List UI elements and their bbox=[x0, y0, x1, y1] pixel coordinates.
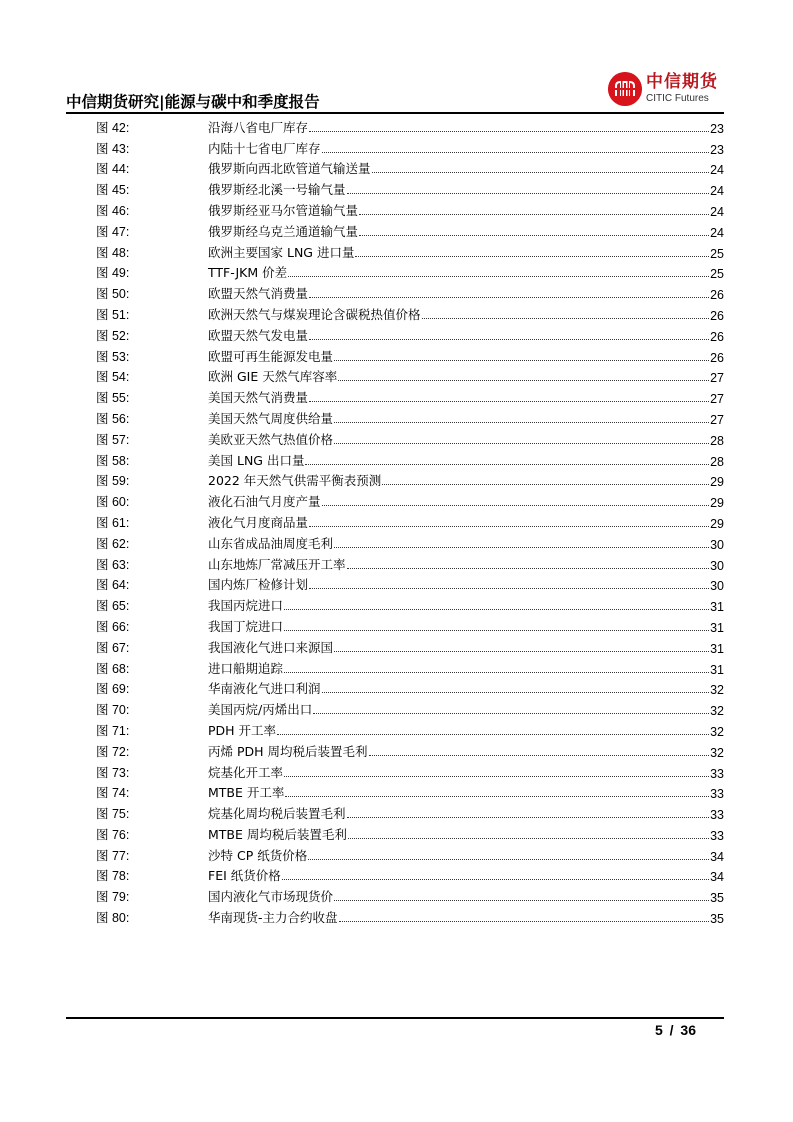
figure-title-link[interactable]: MTBE 开工率 bbox=[208, 785, 285, 801]
figure-number: 图 73: bbox=[96, 765, 130, 780]
toc-entry[interactable] bbox=[96, 552, 724, 573]
dot-leader bbox=[334, 421, 709, 423]
dot-leader bbox=[355, 255, 709, 257]
figure-title-link[interactable]: 烷基化周均税后装置毛利 bbox=[208, 806, 346, 822]
logo-english-text: CITIC Futures bbox=[646, 93, 709, 104]
dot-leader bbox=[277, 733, 709, 735]
dot-leader bbox=[372, 171, 710, 173]
toc-entry[interactable] bbox=[96, 739, 724, 760]
dot-leader bbox=[284, 671, 709, 673]
page-number-link[interactable]: 35 bbox=[710, 912, 724, 927]
page-number-link[interactable]: 24 bbox=[710, 163, 724, 178]
toc-entry[interactable] bbox=[96, 198, 724, 219]
toc-entry[interactable] bbox=[96, 261, 724, 282]
toc-entry[interactable] bbox=[96, 323, 724, 344]
figure-title-link[interactable]: 俄罗斯向西北欧管道气输送量 bbox=[208, 161, 371, 177]
figure-title-link[interactable]: 欧盟天然气发电量 bbox=[208, 327, 309, 343]
page-number-link[interactable]: 31 bbox=[710, 641, 724, 656]
header-divider bbox=[66, 112, 724, 114]
page-number-link[interactable]: 28 bbox=[710, 454, 724, 469]
figure-title-link[interactable]: FEI 纸货价格 bbox=[208, 868, 281, 884]
toc-entry[interactable] bbox=[96, 219, 724, 240]
figure-title-link[interactable]: 内陆十七省电厂库存 bbox=[208, 140, 321, 156]
page-number-link[interactable]: 32 bbox=[710, 683, 724, 698]
page-number-link[interactable]: 23 bbox=[710, 121, 724, 136]
dot-leader bbox=[305, 463, 709, 465]
page-number-link[interactable]: 25 bbox=[710, 267, 724, 282]
toc-entry[interactable] bbox=[96, 240, 724, 261]
dot-leader bbox=[334, 899, 709, 901]
dot-leader bbox=[284, 629, 709, 631]
logo-chinese-text: 中信期货 bbox=[646, 72, 718, 92]
toc-entry[interactable] bbox=[96, 697, 724, 718]
figure-title-link[interactable]: MTBE 周均税后装置毛利 bbox=[208, 826, 347, 842]
figure-title-link[interactable]: 美国天然气消费量 bbox=[208, 390, 309, 406]
toc-entry[interactable] bbox=[96, 801, 724, 822]
figure-number: 图 55: bbox=[96, 391, 130, 406]
figure-number: 图 50: bbox=[96, 287, 130, 302]
dot-leader bbox=[334, 546, 709, 548]
figure-number: 图 70: bbox=[96, 703, 130, 718]
dot-leader bbox=[282, 878, 709, 880]
page-number-link[interactable]: 34 bbox=[710, 870, 724, 885]
figure-title-link[interactable]: 欧盟天然气消费量 bbox=[208, 286, 309, 302]
toc-entry[interactable] bbox=[96, 656, 724, 677]
figure-title-link[interactable]: 俄罗斯经北溪一号输气量 bbox=[208, 182, 346, 198]
toc-entry[interactable] bbox=[96, 406, 724, 427]
figure-title-link[interactable]: TTF-JKM 价差 bbox=[208, 265, 288, 281]
figure-number: 图 61: bbox=[96, 515, 130, 530]
page-number-link[interactable]: 24 bbox=[710, 225, 724, 240]
toc-entry[interactable] bbox=[96, 593, 724, 614]
page-number-link[interactable]: 29 bbox=[710, 516, 724, 531]
page-number-link[interactable]: 31 bbox=[710, 600, 724, 615]
page-number-link[interactable]: 27 bbox=[710, 412, 724, 427]
figure-title-link[interactable]: 国内液化气市场现货价 bbox=[208, 889, 334, 905]
dot-leader bbox=[309, 338, 709, 340]
citic-futures-logo bbox=[608, 72, 718, 106]
figure-number: 图 54: bbox=[96, 370, 130, 385]
page-number-link[interactable]: 27 bbox=[710, 371, 724, 386]
toc-entry[interactable] bbox=[96, 302, 724, 323]
figure-number: 图 80: bbox=[96, 911, 130, 926]
dot-leader bbox=[334, 650, 709, 652]
toc-entry[interactable] bbox=[96, 427, 724, 448]
page-number-link[interactable]: 26 bbox=[710, 329, 724, 344]
toc-entry[interactable] bbox=[96, 635, 724, 656]
figure-title-link[interactable]: 烷基化开工率 bbox=[208, 764, 284, 780]
dot-leader bbox=[313, 712, 709, 714]
figure-number: 图 45: bbox=[96, 183, 130, 198]
figure-number: 图 62: bbox=[96, 536, 130, 551]
figure-number: 图 57: bbox=[96, 432, 130, 447]
dot-leader bbox=[285, 795, 709, 797]
page-number-link[interactable]: 24 bbox=[710, 184, 724, 199]
toc-entry[interactable] bbox=[96, 781, 724, 802]
figure-number: 图 58: bbox=[96, 453, 130, 468]
dot-leader bbox=[322, 691, 710, 693]
figure-table-of-contents bbox=[96, 115, 724, 926]
dot-leader bbox=[347, 567, 710, 569]
figure-number: 图 78: bbox=[96, 869, 130, 884]
page-number-link[interactable]: 33 bbox=[710, 828, 724, 843]
report-title: 中信期货研究|能源与碳中和季度报告 bbox=[66, 93, 320, 111]
toc-entry[interactable] bbox=[96, 531, 724, 552]
page-number-link[interactable]: 28 bbox=[710, 433, 724, 448]
dot-leader bbox=[338, 379, 709, 381]
figure-title-link[interactable]: PDH 开工率 bbox=[208, 722, 277, 738]
figure-title-link[interactable]: 进口船期追踪 bbox=[208, 660, 284, 676]
dot-leader bbox=[288, 275, 709, 277]
figure-title-link[interactable]: 2022 年天然气供需平衡表预测 bbox=[208, 473, 382, 489]
page-number-link[interactable]: 33 bbox=[710, 808, 724, 823]
figure-title-link[interactable]: 沿海八省电厂库存 bbox=[208, 119, 309, 135]
figure-title-link[interactable]: 我国丙烷进口 bbox=[208, 598, 284, 614]
toc-entry[interactable] bbox=[96, 864, 724, 885]
figure-title-link[interactable]: 沙特 CP 纸货价格 bbox=[208, 847, 308, 863]
page-number-link[interactable]: 29 bbox=[710, 475, 724, 490]
figure-number: 图 72: bbox=[96, 744, 130, 759]
toc-entry[interactable] bbox=[96, 157, 724, 178]
toc-entry[interactable] bbox=[96, 469, 724, 490]
figure-title-link[interactable]: 丙烯 PDH 周均税后装置毛利 bbox=[208, 743, 368, 759]
figure-title-link[interactable]: 液化气月度商品量 bbox=[208, 514, 309, 530]
figure-number: 图 49: bbox=[96, 266, 130, 281]
toc-entry[interactable] bbox=[96, 718, 724, 739]
toc-entry[interactable] bbox=[96, 760, 724, 781]
dot-leader bbox=[309, 130, 709, 132]
figure-number: 图 51: bbox=[96, 307, 130, 322]
page-number-link[interactable]: 35 bbox=[710, 891, 724, 906]
citic-logo-icon bbox=[608, 72, 642, 106]
page-number-link[interactable]: 30 bbox=[710, 537, 724, 552]
toc-entry[interactable] bbox=[96, 843, 724, 864]
page-number-link[interactable]: 32 bbox=[710, 704, 724, 719]
figure-number: 图 47: bbox=[96, 224, 130, 239]
figure-number: 图 46: bbox=[96, 203, 130, 218]
figure-number: 图 66: bbox=[96, 619, 130, 634]
dot-leader bbox=[359, 213, 709, 215]
figure-title-link[interactable]: 俄罗斯经乌克兰通道输气量 bbox=[208, 223, 359, 239]
figure-title-link[interactable]: 欧盟可再生能源发电量 bbox=[208, 348, 334, 364]
toc-entry[interactable] bbox=[96, 281, 724, 302]
dot-leader bbox=[382, 483, 709, 485]
page-number-link[interactable]: 26 bbox=[710, 308, 724, 323]
page-number-link[interactable]: 24 bbox=[710, 204, 724, 219]
dot-leader bbox=[309, 525, 709, 527]
toc-entry[interactable] bbox=[96, 448, 724, 469]
figure-number: 图 60: bbox=[96, 495, 130, 510]
page-indicator: 5 / 36 bbox=[654, 1022, 696, 1038]
toc-entry[interactable] bbox=[96, 177, 724, 198]
page-number-link[interactable]: 31 bbox=[710, 620, 724, 635]
figure-number: 图 43: bbox=[96, 141, 130, 156]
page-number-link[interactable]: 34 bbox=[710, 849, 724, 864]
page-number-link[interactable]: 26 bbox=[710, 288, 724, 303]
page-number-link[interactable]: 26 bbox=[710, 350, 724, 365]
figure-number: 图 53: bbox=[96, 349, 130, 364]
figure-number: 图 76: bbox=[96, 827, 130, 842]
page-number-link[interactable]: 30 bbox=[710, 558, 724, 573]
figure-number: 图 79: bbox=[96, 890, 130, 905]
figure-title-link[interactable]: 液化石油气月度产量 bbox=[208, 494, 321, 510]
page-number-link[interactable]: 27 bbox=[710, 392, 724, 407]
figure-number: 图 69: bbox=[96, 682, 130, 697]
toc-entry[interactable] bbox=[96, 365, 724, 386]
page-number-link[interactable]: 33 bbox=[710, 787, 724, 802]
dot-leader bbox=[347, 192, 710, 194]
figure-number: 图 75: bbox=[96, 807, 130, 822]
dot-leader bbox=[284, 608, 709, 610]
figure-title-link[interactable]: 美国天然气周度供给量 bbox=[208, 410, 334, 426]
toc-entry[interactable] bbox=[96, 677, 724, 698]
toc-entry[interactable] bbox=[96, 115, 724, 136]
page-number-link[interactable]: 33 bbox=[710, 766, 724, 781]
toc-entry[interactable] bbox=[96, 905, 724, 926]
toc-entry[interactable] bbox=[96, 489, 724, 510]
toc-entry[interactable] bbox=[96, 614, 724, 635]
figure-number: 图 65: bbox=[96, 599, 130, 614]
figure-title-link[interactable]: 欧洲天然气与煤炭理论含碳税热值价格 bbox=[208, 306, 421, 322]
figure-title-link[interactable]: 山东省成品油周度毛利 bbox=[208, 535, 334, 551]
figure-title-link[interactable]: 美国丙烷/丙烯出口 bbox=[208, 702, 313, 718]
toc-entry[interactable] bbox=[96, 510, 724, 531]
toc-entry[interactable] bbox=[96, 822, 724, 843]
page-number-link[interactable]: 29 bbox=[710, 496, 724, 511]
toc-entry[interactable] bbox=[96, 344, 724, 365]
figure-number: 图 56: bbox=[96, 411, 130, 426]
dot-leader bbox=[284, 775, 709, 777]
figure-title-link[interactable]: 我国丁烷进口 bbox=[208, 618, 284, 634]
dot-leader bbox=[309, 400, 709, 402]
figure-number: 图 48: bbox=[96, 245, 130, 260]
figure-title-link[interactable]: 欧洲主要国家 LNG 进口量 bbox=[208, 244, 355, 260]
figure-title-link[interactable]: 华南液化气进口利润 bbox=[208, 681, 321, 697]
figure-number: 图 68: bbox=[96, 661, 130, 676]
figure-title-link[interactable]: 俄罗斯经亚马尔管道输气量 bbox=[208, 202, 359, 218]
toc-entry[interactable] bbox=[96, 884, 724, 905]
figure-title-link[interactable]: 美国 LNG 出口量 bbox=[208, 452, 305, 468]
figure-number: 图 44: bbox=[96, 162, 130, 177]
figure-title-link[interactable]: 华南现货-主力合约收盘 bbox=[208, 910, 338, 926]
dot-leader bbox=[309, 587, 709, 589]
toc-entry[interactable] bbox=[96, 385, 724, 406]
page-number-link[interactable]: 32 bbox=[710, 724, 724, 739]
figure-number: 图 67: bbox=[96, 640, 130, 655]
toc-entry[interactable] bbox=[96, 573, 724, 594]
dot-leader bbox=[309, 296, 709, 298]
figure-title-link[interactable]: 美欧亚天然气热值价格 bbox=[208, 431, 334, 447]
figure-number: 图 74: bbox=[96, 786, 130, 801]
dot-leader bbox=[308, 858, 709, 860]
dot-leader bbox=[334, 442, 709, 444]
figure-number: 图 52: bbox=[96, 328, 130, 343]
dot-leader bbox=[347, 816, 710, 818]
figure-title-link[interactable]: 山东地炼厂常减压开工率 bbox=[208, 556, 346, 572]
figure-title-link[interactable]: 国内炼厂检修计划 bbox=[208, 577, 309, 593]
dot-leader bbox=[422, 317, 710, 319]
toc-entry[interactable] bbox=[96, 136, 724, 157]
page-number-link[interactable]: 31 bbox=[710, 662, 724, 677]
footer-divider bbox=[66, 1017, 724, 1019]
figure-title-link[interactable]: 欧洲 GIE 天然气库容率 bbox=[208, 369, 338, 385]
page-number-link[interactable]: 30 bbox=[710, 579, 724, 594]
dot-leader bbox=[322, 504, 710, 506]
dot-leader bbox=[348, 837, 709, 839]
figure-number: 图 64: bbox=[96, 578, 130, 593]
page-number-link[interactable]: 25 bbox=[710, 246, 724, 261]
dot-leader bbox=[334, 359, 709, 361]
figure-number: 图 77: bbox=[96, 848, 130, 863]
page-number-link[interactable]: 32 bbox=[710, 745, 724, 760]
figure-number: 图 42: bbox=[96, 120, 130, 135]
figure-number: 图 59: bbox=[96, 474, 130, 489]
dot-leader bbox=[339, 920, 710, 922]
dot-leader bbox=[359, 234, 709, 236]
figure-title-link[interactable]: 我国液化气进口来源国 bbox=[208, 639, 334, 655]
dot-leader bbox=[322, 151, 710, 153]
dot-leader bbox=[369, 754, 710, 756]
page-number-link[interactable]: 23 bbox=[710, 142, 724, 157]
figure-number: 图 71: bbox=[96, 723, 130, 738]
figure-number: 图 63: bbox=[96, 557, 130, 572]
